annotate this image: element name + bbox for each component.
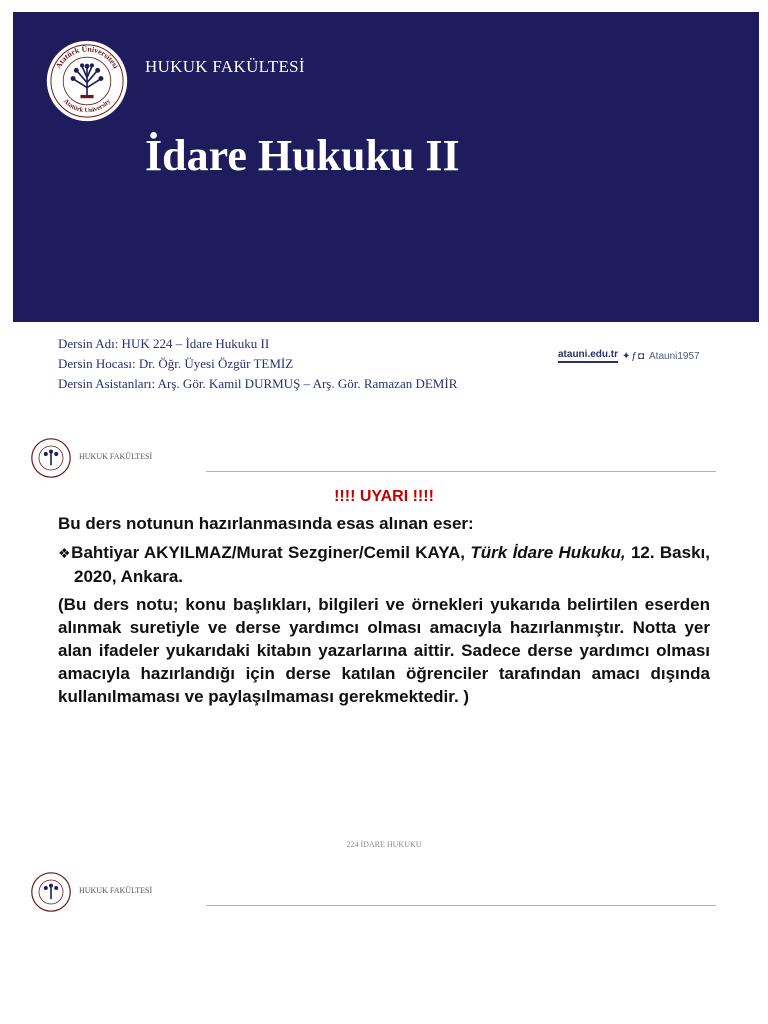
instructor-line: Dersin Hocası: Dr. Öğr. Üyesi Özgür TEMİZ	[58, 356, 294, 371]
course-title: İdare Hukuku II	[145, 131, 460, 180]
reference-book-title: Türk İdare Hukuku,	[470, 543, 626, 562]
university-seal-small-icon	[31, 438, 71, 478]
seal-text-top: Atatürk Üniversitesi	[53, 44, 121, 71]
seal-text-bottom: Atatürk University	[61, 97, 113, 115]
university-seal-logo	[46, 40, 128, 122]
page-header-2	[31, 872, 721, 922]
page-header	[31, 438, 721, 488]
header-rule	[206, 905, 716, 906]
page-footer: 224 İDARE HUKUKU	[346, 840, 422, 849]
website-link[interactable]: atauni.edu.tr	[558, 349, 618, 363]
course-info	[58, 334, 457, 394]
reference-details: 12. Baskı, 2020, Ankara.	[74, 543, 710, 586]
title-banner	[13, 12, 759, 322]
faculty-name: HUKUK FAKÜLTESİ	[145, 57, 305, 76]
intro-text: Bu ders notunun hazırlanmasında esas alınan eser:	[58, 514, 474, 533]
reference-item	[58, 541, 710, 588]
header-rule	[206, 471, 716, 472]
note-paragraph: (Bu ders notu; konu başlıkları, bilgileri ve örnekleri yukarıda belirtilen eserden alınmak suretiyle ve derse yardımcı olması amacıyla hazırlanmıştır. Notta yer alan ifadeler yukarıdaki kitabın yazarlarına aittir. Sadece derse yardımcı olması amacıyla hazırlandığı için derse katılan öğrenciler tarafından amacı dışında kullanılmaması ve paylaşılmaması gerekmektedir. )	[58, 595, 710, 706]
header-faculty-name: HUKUK FAKÜLTESİ	[79, 452, 153, 461]
warning-section	[58, 488, 710, 714]
warning-title: !!!! UYARI !!!!	[334, 488, 434, 505]
reference-authors: Bahtiyar AKYILMAZ/Murat Sezginer/Cemil KAYA,	[71, 543, 466, 562]
course-name-line: Dersin Adı: HUK 224 – İdare Hukuku II	[58, 336, 270, 351]
header-faculty-name: HUKUK FAKÜLTESİ	[79, 886, 153, 895]
social-icons[interactable]: ✦ƒ◘	[622, 350, 645, 362]
university-seal-small-icon	[31, 872, 71, 912]
assistants-line: Dersin Asistanları: Arş. Gör. Kamil DURMUŞ – Arş. Gör. Ramazan DEMİR	[58, 376, 458, 391]
social-handle: Atauni1957	[649, 350, 700, 362]
diamond-bullet-icon: ❖	[58, 545, 72, 561]
social-links	[558, 349, 700, 363]
